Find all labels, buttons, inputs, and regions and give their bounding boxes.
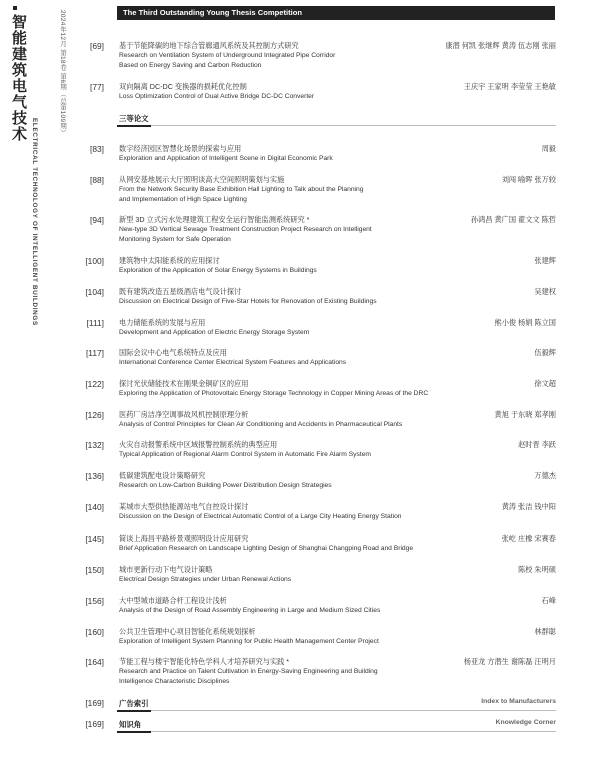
- entry-titles: [119, 657, 449, 686]
- entry-titles: [119, 348, 449, 368]
- title-en: Exploration of the Application of Solar Energy Systems in Buildings: [119, 267, 317, 274]
- title-en: Analysis of Control Principles for Clean Air Conditioning and Accidents in Pharmaceutical Plants: [119, 421, 403, 428]
- page-ref: [145]: [85, 534, 104, 544]
- page-ref: [122]: [85, 379, 104, 389]
- authors: 周毅: [541, 144, 556, 153]
- title-en: Research and Practice on Talent Cultivation in Energy-Saving Engineering and Building: [119, 668, 378, 675]
- page-ref: [169]: [85, 719, 104, 729]
- authors: 陈校 朱明硕: [518, 565, 556, 574]
- footer-rule: [151, 710, 556, 711]
- authors: 林群聪: [534, 627, 556, 636]
- page-ref: [136]: [85, 471, 104, 481]
- page-ref: [111]: [86, 318, 104, 328]
- title-en: Exploration of Intelligent System Planning for Public Health Management Center Project: [119, 638, 379, 645]
- authors: 黄涛 张洁 钱中阳: [501, 502, 556, 511]
- authors: 赵时晋 李跃: [518, 440, 556, 449]
- title-zh: 从网安基地展示大厅照明谈高大空间照明策划与实施: [119, 175, 285, 184]
- entry-titles: [119, 596, 449, 616]
- entry-titles: [119, 287, 449, 307]
- page-ref: [126]: [85, 410, 104, 420]
- footer-bar: [117, 731, 151, 733]
- title-zh: 公共卫生管理中心项目智能化系统规划探析: [119, 627, 256, 636]
- page-ref: [94]: [90, 215, 104, 225]
- entry-titles: [119, 410, 449, 430]
- authors: 熊小俊 杨娟 陈立国: [494, 318, 556, 327]
- entry-titles: [119, 318, 449, 338]
- title-en: Research on Low-Carbon Building Power Distribution Design Strategies: [119, 482, 332, 489]
- footer-label-zh: 广告索引: [119, 699, 149, 708]
- title-zh: 建筑物中太阳能系统的应用探讨: [119, 256, 220, 265]
- authors: 张建辉: [534, 256, 556, 265]
- authors: 刘闯 喻晖 张万较: [501, 175, 556, 184]
- entry-titles: [119, 144, 449, 164]
- title-en: Exploring the Application of Photovoltaic Energy Storage Technology in Copper Mining Areas of the DRC: [119, 390, 429, 397]
- page-ref: [88]: [90, 175, 104, 185]
- page-ref: [83]: [90, 144, 104, 154]
- title-en: Typical Application of Regional Alarm Control System in Automatic Fire Alarm System: [119, 451, 371, 458]
- title-en-continued: Monitoring System for Safe Operation: [119, 235, 231, 243]
- authors: 康潜 何凯 张继辉 黄涛 伍志刚 张丽: [445, 41, 556, 50]
- title-zh: 节能工程与楼宇智能化特色学科人才培养研究与实践 *: [119, 657, 290, 666]
- title-zh: 大中型城市道路合杆工程设计浅析: [119, 596, 227, 605]
- section-heading-third-prize: 三等论文: [119, 114, 149, 123]
- page-ref: [156]: [85, 596, 104, 606]
- section-bar: [117, 125, 151, 127]
- entry-titles: [119, 41, 449, 70]
- authors: 伍毅辉: [534, 348, 556, 357]
- title-zh: 电力储能系统的发展与应用: [119, 318, 206, 327]
- entry-titles: [119, 502, 449, 522]
- entry-titles: [119, 379, 449, 399]
- page-ref: [140]: [85, 502, 104, 512]
- title-zh: 双向隔离 DC-DC 变换器的损耗优化控制: [119, 82, 247, 91]
- title-zh: 既有建筑改造五星级酒店电气设计探讨: [119, 287, 242, 296]
- footer-label-en: Knowledge Corner: [495, 719, 556, 726]
- title-en: New-type 3D Vertical Sewage Treatment Construction Project Research on Intelligent: [119, 226, 372, 233]
- title-zh: 简谈上海昌平路桥景观照明设计应用研究: [119, 534, 249, 543]
- entry-titles: [119, 565, 449, 585]
- title-zh: 医药厂房洁净空调事故风机控制原理分析: [119, 410, 249, 419]
- authors: 张屹 庄橡 宋赛春: [501, 534, 556, 543]
- issue-info: 2024年12月 第18卷 第6期（总第109期）: [59, 10, 66, 136]
- page-ref: [160]: [85, 627, 104, 637]
- title-en: Development and Application of Electric Energy Storage System: [119, 329, 310, 336]
- page-ref: [132]: [85, 440, 104, 450]
- title-zh: 火灾自动报警系统中区域报警控制系统的典型应用: [119, 440, 278, 449]
- footer-rule: [151, 731, 556, 732]
- page-ref: [150]: [85, 565, 104, 575]
- entry-titles: [119, 440, 449, 460]
- entry-titles: [119, 82, 449, 102]
- title-en: Loss Optimization Control of Dual Active Bridge DC-DC Converter: [119, 93, 315, 100]
- competition-header: The Third Outstanding Young Thesis Competition: [117, 6, 555, 20]
- title-zh: 某城市大型供热能源站电气自控设计探讨: [119, 502, 249, 511]
- title-zh: 城市更新行动下电气设计策略: [119, 565, 213, 574]
- title-en: Discussion on the Design of Electrical Automatic Control of a Large City Heating Energy Station: [119, 513, 402, 520]
- title-zh: 基于节能降碳的地下综合管廊通风系统及其控制方式研究: [119, 41, 299, 50]
- title-zh: 数字经济园区智慧化场景的探索与应用: [119, 144, 242, 153]
- page-ref: [100]: [85, 256, 104, 266]
- title-en: Analysis of the Design of Road Assembly Engineering in Large and Medium Sized Cities: [119, 607, 381, 614]
- authors: 王庆宇 王家明 李莹莹 王艳敏: [463, 82, 556, 91]
- title-en: Exploration and Application of Intelligent Scene in Digital Economic Park: [119, 155, 333, 162]
- authors: 黄旭 于东晓 郑孝刚: [494, 410, 556, 419]
- title-zh: 新型 3D 立式污水处理建筑工程安全运行智能监测系统研究 *: [119, 215, 310, 224]
- title-en-continued: Based on Energy Saving and Carbon Reduction: [119, 61, 262, 69]
- page-ref: [164]: [85, 657, 104, 667]
- entry-titles: [119, 215, 449, 244]
- entry-titles: [119, 471, 449, 491]
- entry-titles: [119, 256, 449, 276]
- section-rule: [151, 125, 556, 126]
- title-en-continued: Intelligence Characteristic Disciplines: [119, 677, 230, 685]
- page-ref: [77]: [90, 82, 104, 92]
- title-en: From the Network Security Base Exhibition Hall Lighting to Talk about the Planning: [119, 186, 364, 193]
- entry-titles: [119, 627, 449, 647]
- page-ref: [169]: [85, 698, 104, 708]
- page-ref: [104]: [85, 287, 104, 297]
- authors: 吴建权: [534, 287, 556, 296]
- page-ref: [117]: [85, 348, 104, 358]
- title-en: Research on Ventilation System of Underground Integrated Pipe Corridor: [119, 52, 336, 59]
- page-ref: [69]: [90, 41, 104, 51]
- journal-title-en: ELECTRICAL TECHNOLOGY OF INTELLIGENT BUILDINGS: [31, 118, 38, 326]
- title-en: Brief Application Research on Landscape Lighting Design of Shanghai Changping Road and Bridge: [119, 545, 414, 552]
- footer-label-en: Index to Manufacturers: [481, 698, 556, 705]
- journal-title: 智能建筑电气技术: [10, 14, 28, 142]
- authors: 孙鸿昌 黄广国 翟文文 陈哲: [470, 215, 556, 224]
- authors: 徐文超: [534, 379, 556, 388]
- title-zh: 低碳建筑配电设计策略研究: [119, 471, 206, 480]
- entry-titles: [119, 534, 449, 554]
- authors: 万德杰: [534, 471, 556, 480]
- title-en-continued: and Implementation of High Space Lighting: [119, 195, 247, 203]
- title-zh: 探讨光伏储能技术在刚果金铜矿区的应用: [119, 379, 249, 388]
- authors: 杨亚龙 方潜生 谢陈磊 汪明月: [463, 657, 556, 666]
- title-en: International Conference Center Electrical System Features and Applications: [119, 359, 347, 366]
- title-en: Discussion on Electrical Design of Five-Star Hotels for Renovation of Existing Buildings: [119, 298, 377, 305]
- title-dot: [13, 6, 17, 10]
- footer-label-zh: 知识角: [119, 720, 142, 729]
- entry-titles: [119, 175, 449, 204]
- footer-bar: [117, 710, 151, 712]
- sidebar: [0, 0, 78, 766]
- title-zh: 国际会议中心电气系统特点及应用: [119, 348, 227, 357]
- authors: 石峰: [541, 596, 556, 605]
- title-en: Electrical Design Strategies under Urban Renewal Actions: [119, 576, 292, 583]
